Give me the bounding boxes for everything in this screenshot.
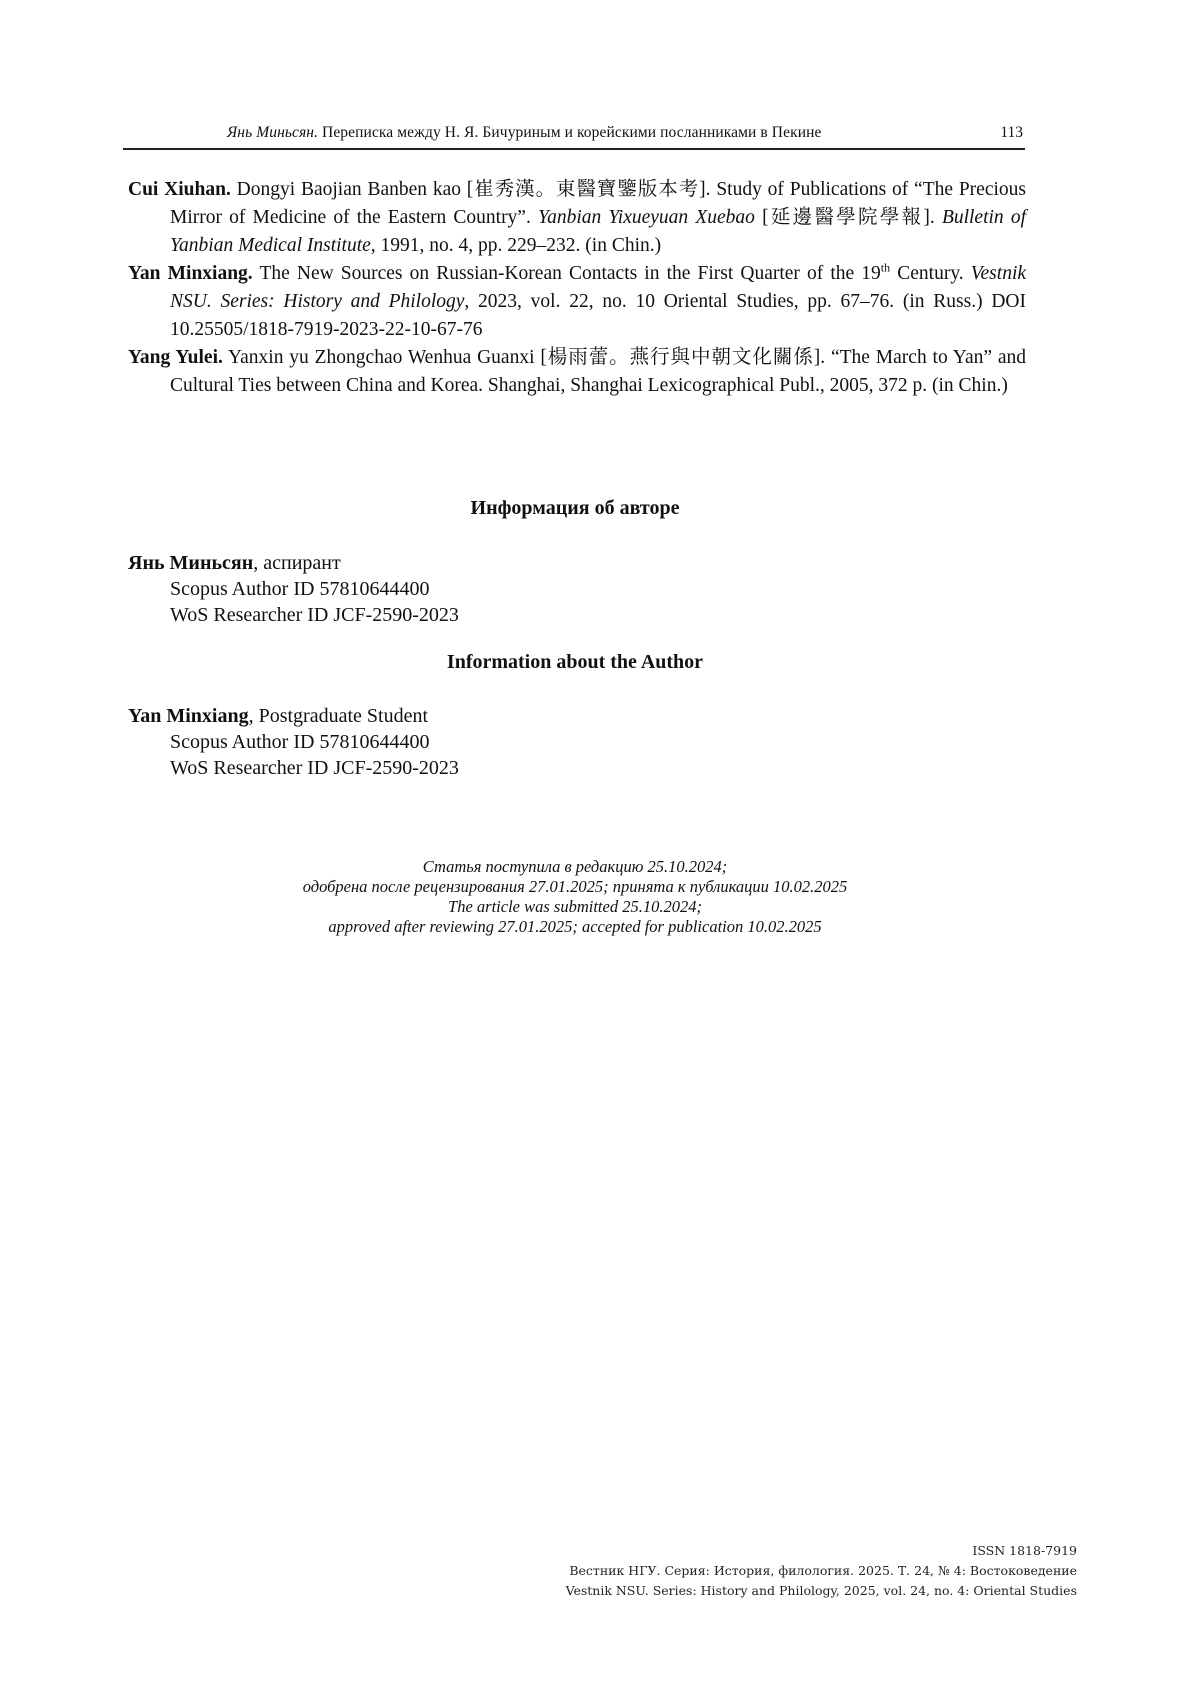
reference-journal: Vestnik NSU. Series: History and Philology: [170, 263, 1027, 312]
journal-name-ru: Вестник НГУ. Серия: История, филология. 2025. Т. 24, № 4: Востоковедение: [569, 1563, 1077, 1578]
author-position: , аспирант: [253, 552, 341, 574]
running-title: [227, 124, 821, 142]
page-number: 113: [1000, 124, 1023, 141]
wos-id: WoS Researcher ID JCF-2590-2023: [170, 757, 459, 779]
author-name: Янь Миньсян: [128, 552, 254, 574]
approval-line: одобрена после рецензирования 27.01.2025; принята к публикации 10.02.2025: [302, 877, 848, 896]
journal-name-en: Vestnik NSU. Series: History and Philology, 2025, vol. 24, no. 4: Oriental Studies: [565, 1583, 1077, 1598]
reference-item: [128, 176, 1026, 260]
running-header: [123, 122, 1025, 150]
reference-superscript: th: [880, 260, 891, 275]
reference-text: , 2023, vol. 22, no. 10 Oriental Studies, pp. 67–76. (in Russ.) DOI 10.25505/1818-7919-2023-22-10-67-76: [170, 291, 1026, 340]
issn: ISSN 1818-7919: [972, 1543, 1077, 1558]
reference-text: Dongyi Baojian Banben kao [崔秀漢。東醫寶鑒版本考]. Study of Publications of “The Precious Mirror of Medicine of the Eastern Country”.: [170, 179, 1026, 228]
reference-author: Yan Minxiang.: [128, 263, 253, 284]
author-info-heading-en: Information about the Author: [446, 651, 704, 673]
author-info-ru: [128, 550, 828, 628]
submission-dates: [0, 857, 1150, 937]
reference-text: Yanxin yu Zhongchao Wenhua Guanxi [楊雨蕾。燕行與中朝文化關係]. “The March to Yan” and Cultural Ties between China and Korea. Shanghai, Shanghai Lexicographical Publ., 2005, 372 p. (in Chin.): [170, 347, 1026, 396]
reference-journal-en: Bulletin of Yanbian Medical Institute: [170, 207, 1027, 256]
reference-text: , 1991, no. 4, pp. 229–232. (in Chin.): [370, 235, 662, 256]
submission-line-en: The article was submitted 25.10.2024;: [448, 897, 702, 916]
reference-text: The New Sources on Russian-Korean Contacts in the First Quarter of the 19: [252, 263, 881, 284]
reference-text: Century.: [890, 263, 971, 284]
references-list: [128, 176, 1026, 400]
author-info-heading-ru: Информация об авторе: [470, 497, 680, 519]
scopus-id: Scopus Author ID 57810644400: [170, 731, 430, 753]
reference-item: [128, 260, 1026, 344]
author-name-line: [128, 703, 828, 729]
running-title-text: Переписка между Н. Я. Бичуриным и корейскими посланниками в Пекине: [318, 124, 822, 141]
author-info-en: [128, 703, 828, 781]
author-name-line: [128, 550, 828, 576]
reference-journal: Yanbian Yixueyuan Xuebao: [538, 207, 755, 228]
reference-text: [延邊醫學院學報].: [754, 207, 942, 228]
page-footer: [566, 1541, 1077, 1601]
scopus-id: Scopus Author ID 57810644400: [170, 578, 430, 600]
submission-line: Статья поступила в редакцию 25.10.2024;: [422, 857, 728, 876]
author-name: Yan Minxiang: [128, 705, 249, 727]
reference-item: [128, 344, 1026, 400]
reference-author: Cui Xiuhan.: [128, 179, 231, 200]
running-title-author: Янь Миньсян.: [227, 124, 319, 141]
wos-id: WoS Researcher ID JCF-2590-2023: [170, 604, 459, 626]
approval-line-en: approved after reviewing 27.01.2025; accepted for publication 10.02.2025: [328, 917, 822, 936]
author-position: , Postgraduate Student: [248, 705, 429, 727]
reference-author: Yang Yulei.: [128, 347, 223, 368]
